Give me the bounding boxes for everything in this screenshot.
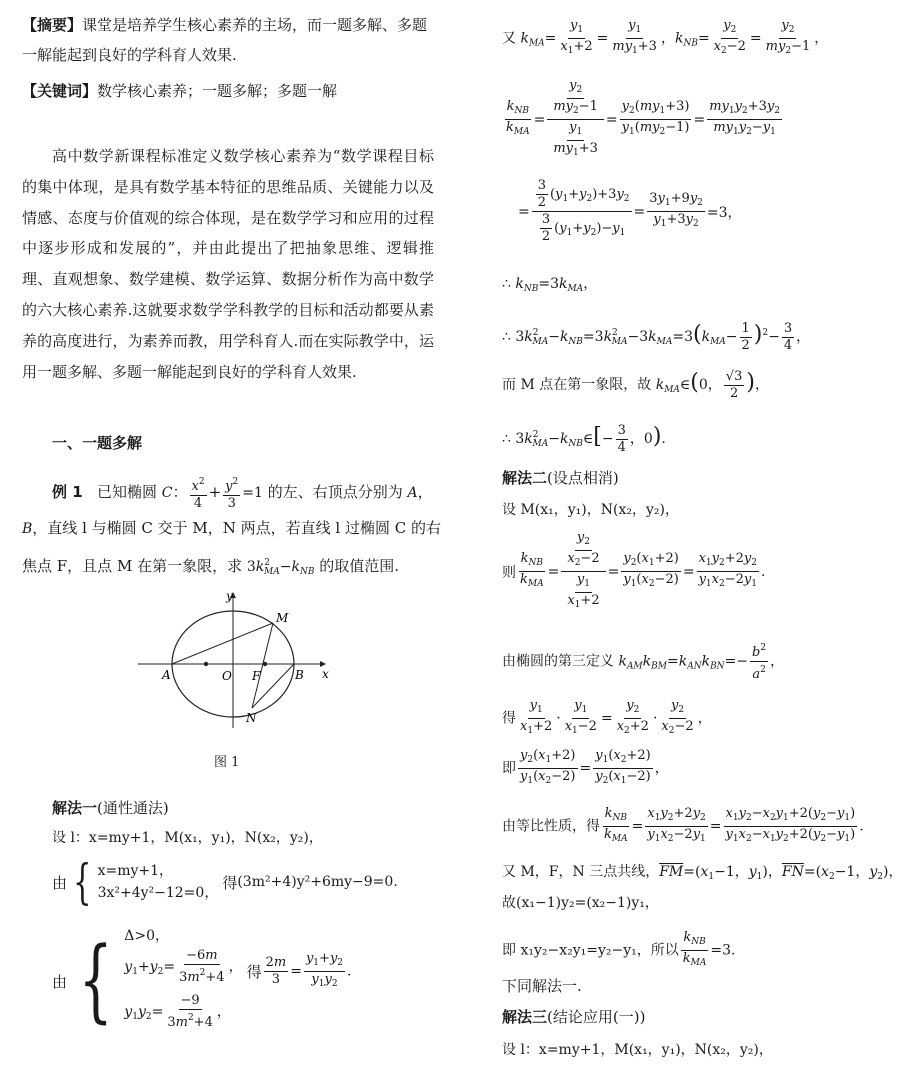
word-you: 由 xyxy=(52,873,68,892)
example-text-4: 焦点 F，且点 M 在第一象限，求 xyxy=(22,557,243,575)
method1-subtitle: (通性通法) xyxy=(97,799,169,817)
therefore-knb: ∴ $k_{NB}=3k_{MA}$， xyxy=(502,276,598,294)
focus-f-dot xyxy=(263,662,267,666)
final-range: ∴ $3k^2_{MA}-k_{NB}\in[-$ $\frac{3}{4}$ ，0). xyxy=(502,422,666,455)
ratio-prop-text: 由等比性质，得 xyxy=(502,818,600,835)
example-line-1: 例 1 已知椭圆 C： $\frac{x^2}{4}$ + $\frac{y^2}{3}$ =1 的左、右顶点分别为 A， xyxy=(52,474,433,512)
keywords-label: 【关键词】 xyxy=(22,82,98,100)
word-ji: 即 xyxy=(502,760,516,777)
section-heading: 一、一题多解 xyxy=(52,434,143,452)
ji2-text: 即 x₁y₂−x₂y₁=y₂−y₁，所以 xyxy=(502,942,679,959)
system-1 xyxy=(52,854,398,910)
label-f: F xyxy=(252,669,261,683)
slope-relation: 即 $\frac{y_2(x_1+2)}{y_1(x_2-2)}$ = $\frac{y_1(x_2+2)}{y_2(x_1-2)}$ ， xyxy=(502,748,669,786)
example-line-2: B，直线 l 与椭圆 C 交于 M，N 两点，若直线 l 过椭圆 C 的右 xyxy=(22,519,442,537)
ratio-property: 由等比性质，得 $\frac{k_{NB}}{k_{MA}}$ = $\frac{x_1y_2+2y_2}{y_1x_2-2y_1}$ = $\frac{x_1y_2-x_2y_1+2(y_2-y_1)}{y_1x_2-x_1y_2+2(y_2-y_1)}$ . xyxy=(502,806,864,844)
label-n: N xyxy=(246,711,257,725)
method3-heading xyxy=(502,1007,645,1027)
method1-title: 解法一 xyxy=(52,799,98,817)
slope-defs: 又 $k_{MA}=$ $\frac{y_1}{x_1+2}$ = $\frac{y_1}{my_1+3}$ ，$k_{NB}=$ $\frac{y_2}{x_2-2}$ = $\frac{y_2}{my_2-1}$ ， xyxy=(502,18,829,56)
label-b: B xyxy=(295,668,304,682)
brace-1: { xyxy=(73,854,92,910)
label-y: y xyxy=(226,589,233,603)
abstract-text: 课堂是培养学生核心素养的主场，而一题多解、多题一解能起到良好的学科育人效果. xyxy=(22,16,428,64)
frac-x2-4: $\frac{x^2}{4}$ xyxy=(190,474,207,512)
method2-ratio: 则 $\frac{k_{NB}}{k_{MA}}$ = $\frac{\frac{y_2}{x_2-2}}{\frac{y_1}{x_1+2}}$ = $\frac{y_2(x_1+2)}{y_1(x_2-2)}$ = $\frac{x_1y_2+2y_2}{y_1x_2-2y_1}$ . xyxy=(502,530,766,610)
conclusion-ratio: 即 x₁y₂−x₂y₁=y₂−y₁，所以 $\frac{k_{NB}}{k_{MA}}$ =3. xyxy=(502,930,736,968)
example-label: 例 1 xyxy=(52,483,83,501)
method2-setup: 设 M(x₁，y₁)，N(x₂，y₂)， xyxy=(502,502,679,518)
abstract-label: 【摘要】 xyxy=(22,16,83,34)
label-x: x xyxy=(322,667,329,681)
keywords-text: 数学核心素养；一题多解；多题一解 xyxy=(97,82,338,100)
ratio-simplified: = $\frac{3}{2}$ $(y_1+y_2)+3y_2$ $\frac{3}{2}$ $(y_1+y_2)-y_1$ = $\frac{3y_1+9y_2}{y_1+3y_2}$ =3， xyxy=(518,178,742,244)
sys1-eq-a: x=my+1， xyxy=(97,863,174,879)
label-a: A xyxy=(162,668,171,682)
system-2-eqs: Δ>0， $y_1+y_2=$ $\frac{-6m}{3m^2+4}$ ， $y_1y_2=$ $\frac{-9}{3m^2+4}$ ， xyxy=(124,925,242,1037)
example-text-2: 的左、右顶点分别为 xyxy=(267,483,403,501)
kma-range: 而 M 点在第一象限，故 $k_{MA}\in(0$， $\frac{√3}{2}$ )， xyxy=(502,368,769,401)
ji2-end: =3. xyxy=(710,942,736,959)
method1-heading xyxy=(52,798,169,818)
intro-paragraph: 高中数学新课程标准定义数学核心素养为“数学课程目标的集中体现，是具有数学基本特征的思维品质、关键能力以及情感、态度与价值观的综合体现，是在数学学习和应用的过程中逐步形成和发展的”，并由此提出了把抽象思维、逻辑推理、直观想象、数学建模、数学运算、数据分析作为高中数学的六大核心素养.这就要求数学学科教学的目标和活动都要从素养的高度进行，为素养而教，用学科育人.而在实际教学中，运用一题多解、多题一解能起到良好的学科育人效果. xyxy=(22,147,434,381)
abstract xyxy=(22,10,434,70)
method1-setup: 设 l：x=my+1，M(x₁，y₁)，N(x₂，y₂)， xyxy=(52,830,323,846)
method2-subtitle: (设点相消) xyxy=(547,469,619,487)
collinear-line: 又 M，F，N 三点共线，$\overline{FM}=(x_1-1$，$y_1$)，$\overline{FN}=(x_2-1$，$y_2$)， xyxy=(502,864,902,882)
figure-caption: 图 1 xyxy=(214,755,240,770)
line-mn xyxy=(252,623,273,708)
example-text-3: ，直线 l 与椭圆 C 交于 M，N 两点，若直线 l 过椭圆 C 的右 xyxy=(32,519,442,537)
word-ze: 则 xyxy=(502,564,516,581)
cross-product: 故(x₁−1)y₂=(x₂−1)y₁， xyxy=(502,895,659,911)
example-text-5: 的取值范围. xyxy=(319,557,399,575)
brace-2: { xyxy=(78,928,113,1033)
slope-product: 得 $\frac{y_1}{x_1+2}$ · $\frac{y_1}{x_1-2}$ = $\frac{y_2}{x_2+2}$ · $\frac{y_2}{x_2-2}$ ， xyxy=(502,698,712,736)
method3-setup: 设 l：x=my+1，M(x₁，y₁)，N(x₂，y₂)， xyxy=(502,1042,773,1058)
method2-heading xyxy=(502,468,619,488)
frac-y2-3: $\frac{y^2}{3}$ xyxy=(223,474,240,512)
word-de-2: 得 xyxy=(246,962,262,981)
quadratic-result: (3m²+4)y²+6my−9=0. xyxy=(237,874,398,890)
example-text-1: 已知椭圆 xyxy=(96,483,157,501)
label-m: M xyxy=(276,611,289,625)
ratio-expression: $\frac{k_{NB}}{k_{MA}}$ = $\frac{\frac{y_2}{my_2-1}}{\frac{y_1}{my_1+3}}$ = $\frac{y_2(my_1+3)}{y_1(my_2-1)}$ = $\frac{my_1y_2+3y_2}{my_1y_2-y_1}$ xyxy=(506,78,780,158)
keywords xyxy=(22,76,434,106)
collinear-text: 又 M，F，N 三点共线， xyxy=(502,864,660,880)
word-you-r: 又 xyxy=(502,30,516,47)
system-2: 由 { Δ>0， $y_1+y_2=$ $\frac{-6m}{3m^2+4}$ ， $y_1y_2=$ $\frac{-9}{3m^2+4}$ ， 得 $\frac{2m}{3}$ = $\frac{y_1+y_2}{y_1y_2}$ . xyxy=(52,925,351,1037)
word-de: 得 xyxy=(222,873,238,892)
focus-left-dot xyxy=(204,662,208,666)
method2-title: 解法二 xyxy=(502,469,548,487)
quadrant-text: 而 M 点在第一象限，故 xyxy=(502,377,652,393)
quadratic-form: ∴ $3k^2_{MA}-k_{NB}=3k^2_{MA}-3k_{MA}=3(k_{MA}-$ $\frac{1}{2}$ )$^2$− $\frac{3}{4}$ ， xyxy=(502,320,811,353)
third-definition: 由椭圆的第三定义 $k_{AM}k_{BM}=k_{AN}k_{BN}=-$ $\frac{b^2}{a^2}$ ， xyxy=(502,640,784,684)
label-o: O xyxy=(222,669,232,683)
system-1-eqs xyxy=(98,860,219,904)
method3-title: 解法三 xyxy=(502,1008,548,1026)
delta-cond: Δ>0， xyxy=(124,928,170,944)
third-def-text: 由椭圆的第三定义 xyxy=(502,653,614,670)
figure-ellipse xyxy=(128,588,338,748)
word-de-r: 得 xyxy=(502,710,516,727)
sys1-eq-b: 3x²+4y²−12=0， xyxy=(97,885,219,901)
example-line-3: 焦点 F，且点 M 在第一象限，求 $3k^2_{MA}-k_{NB}$ 的取值范围. xyxy=(22,557,399,577)
word-you-2: 由 xyxy=(52,972,68,991)
method3-subtitle: (结论应用(一)) xyxy=(547,1008,646,1026)
same-as-method1: 下同解法一. xyxy=(502,977,582,995)
